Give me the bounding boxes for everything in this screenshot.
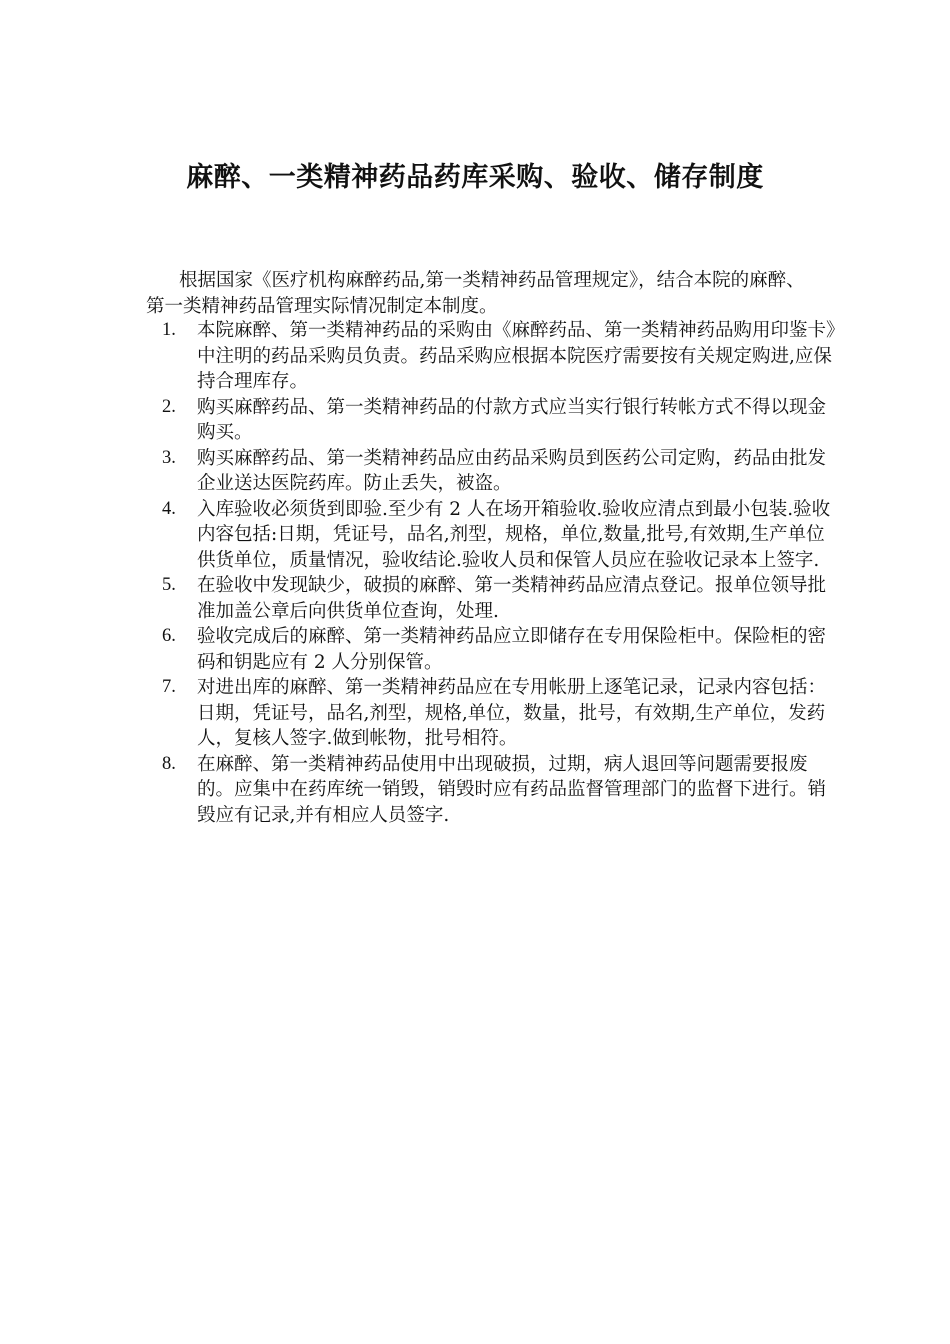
- item-text: 入库验收必须货到即验.至少有 2 人在场开箱验收.验收应清点到最小包装.验收内容包括:日期，凭证号，品名,剂型，规格，单位,数量,批号,有效期,生产单位供货单位，质量情况，验收结论.验收人员和保管人员应在验收记录本上签字.: [197, 498, 831, 571]
- document-title: 麻醉、一类精神药品药库采购、验收、储存制度: [186, 162, 764, 193]
- item-number: 6.: [162, 626, 176, 646]
- item-number: 5.: [162, 575, 176, 595]
- item-number: 8.: [162, 753, 176, 774]
- item-text: 在麻醉、第一类精神药品使用中出现破损，过期，病人退回等问题需要报废的。应集中在药库统一销毁，销毁时应有药品监督管理部门的监督下进行。销毁应有记录,并有相应人员签字.: [197, 753, 827, 826]
- item-text: 在验收中发现缺少，破损的麻醉、第一类精神药品应清点登记。报单位领导批准加盖公章后向供货单位查询，处理.: [197, 575, 827, 622]
- list-item: [146, 446, 836, 497]
- item-number: 3.: [162, 447, 176, 468]
- list-item: [146, 624, 836, 675]
- item-text: 购买麻醉药品、第一类精神药品的付款方式应当实行银行转帐方式不得以现金购买。: [197, 396, 827, 443]
- regulation-list: [146, 318, 836, 828]
- list-item: [146, 675, 836, 752]
- item-text: 对进出库的麻醉、第一类精神药品应在专用帐册上逐笔记录，记录内容包括：日期，凭证号，品名,剂型，规格,单位，数量，批号，有效期,生产单位，发药人，复核人签字.做到帐物，批号相符。: [197, 677, 827, 749]
- item-number: 1.: [162, 320, 176, 340]
- list-item: [146, 497, 836, 574]
- item-number: 7.: [162, 677, 176, 697]
- item-number: 4.: [162, 498, 176, 519]
- list-item: [146, 395, 836, 446]
- list-item: [146, 752, 836, 829]
- item-text: 购买麻醉药品、第一类精神药品应由药品采购员到医药公司定购，药品由批发企业送达医院药库。防止丢失，被盗。: [197, 447, 827, 494]
- intro-paragraph: 根据国家《医疗机构麻醉药品,第一类精神药品管理规定》，结合本院的麻醉、第一类精神药品管理实际情况制定本制度。: [146, 270, 805, 317]
- item-text: 验收完成后的麻醉、第一类精神药品应立即储存在专用保险柜中。保险柜的密码和钥匙应有 2 人分别保管。: [197, 626, 827, 673]
- list-item: [146, 318, 836, 395]
- list-item: [146, 573, 836, 624]
- item-text: 本院麻醉、第一类精神药品的采购由《麻醉药品、第一类精神药品购用印鉴卡》中注明的药品采购员负责。药品采购应根据本院医疗需要按有关规定购进,应保持合理库存。: [197, 320, 836, 392]
- item-number: 2.: [162, 396, 176, 417]
